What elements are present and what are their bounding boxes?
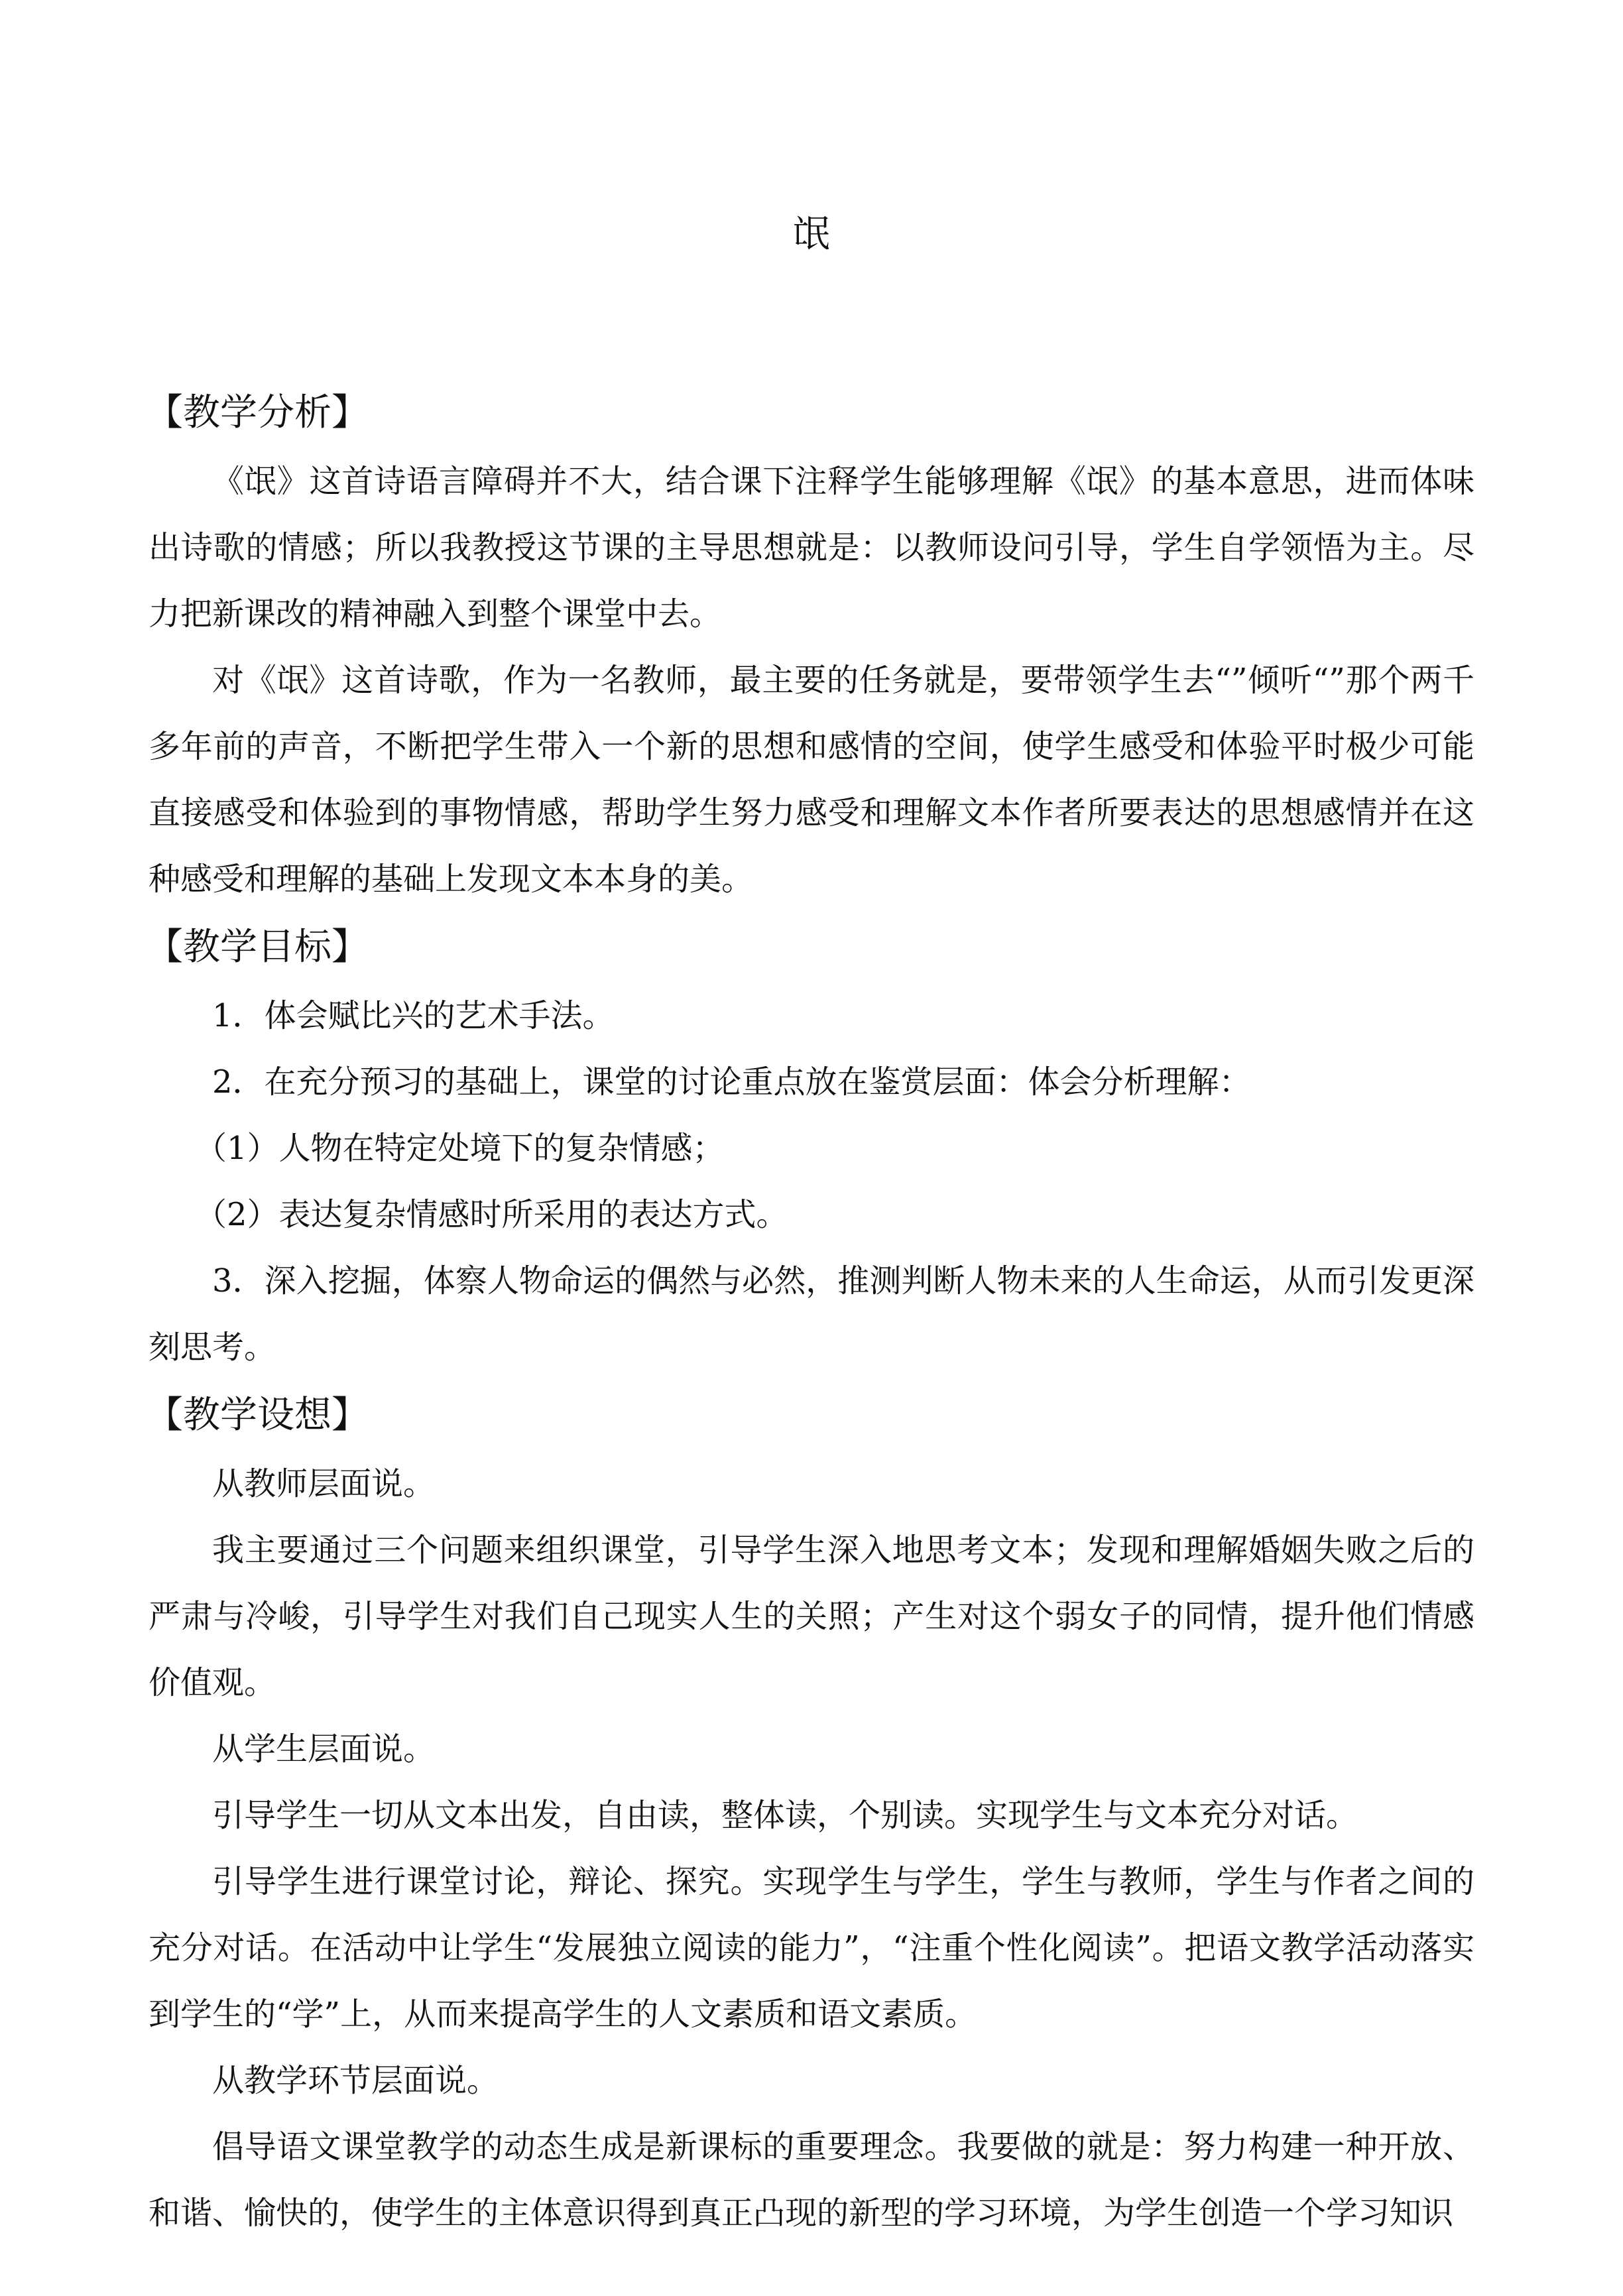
- goal-item-1: 1．体会赋比兴的艺术手法。: [212, 997, 615, 1034]
- paragraph: 我主要通过三个问题来组织课堂，引导学生深入地思考文本；发现和理解婚姻失败之后的严肃与冷峻，引导学生对我们自己现实人生的关照；产生对这个弱女子的同情，提升他们情感价值观。: [149, 1532, 1474, 1701]
- paragraph: 倡导语文课堂教学的动态生成是新课标的重要理念。我要做的就是：努力构建一种开放、和谐、愉快的，使学生的主体意识得到真正凸现的新型的学习环境，为学生创造一个学习知识: [149, 2128, 1474, 2232]
- goal-subitem-2: （2）表达复杂情感时所采用的表达方式。: [195, 1196, 788, 1233]
- section-heading-teaching-goals: 【教学目标】: [146, 926, 369, 969]
- paragraph: 从学生层面说。: [212, 1730, 436, 1768]
- goal-item-2: 2．在充分预习的基础上，课堂的讨论重点放在鉴赏层面：体会分析理解：: [212, 1063, 1251, 1101]
- goal-item-3: 3．深入挖掘，体察人物命运的偶然与必然，推测判断人物未来的人生命运，从而引发更深刻思考。: [149, 1262, 1474, 1366]
- document-body: [146, 378, 1474, 2246]
- paragraph: 引导学生一切从文本出发，自由读，整体读，个别读。实现学生与文本充分对话。: [212, 1797, 1358, 1834]
- document-title: 氓: [793, 213, 830, 256]
- paragraph: 引导学生进行课堂讨论，辩论、探究。实现学生与学生，学生与教师，学生与作者之间的充分对话。在活动中让学生“发展独立阅读的能力”，“注重个性化阅读”。把语文教学活动落实到学生的“学”上，从而来提高学生的人文素质和语文素质。: [149, 1863, 1474, 2033]
- paragraph: 从教师层面说。: [212, 1465, 436, 1502]
- paragraph: 《氓》这首诗语言障碍并不大，结合课下注释学生能够理解《氓》的基本意思，进而体味出诗歌的情感；所以我教授这节课的主导思想就是：以教师设问引导，学生自学领悟为主。尽力把新课改的精神融入到整个课堂中去。: [149, 463, 1474, 633]
- paragraph: 从教学环节层面说。: [212, 2062, 499, 2099]
- section-heading-teaching-analysis: 【教学分析】: [146, 391, 369, 434]
- paragraph: 对《氓》这首诗歌，作为一名教师，最主要的任务就是，要带领学生去“”倾听“”那个两千多年前的声音，不断把学生带入一个新的思想和感情的空间，使学生感受和体验平时极少可能直接感受和体验到的事物情感，帮助学生努力感受和理解文本作者所要表达的思想感情并在这种感受和理解的基础上发现文本本身的美。: [149, 662, 1474, 898]
- section-heading-teaching-plan: 【教学设想】: [146, 1394, 369, 1437]
- goal-subitem-1: （1）人物在特定处境下的复杂情感；: [195, 1130, 725, 1167]
